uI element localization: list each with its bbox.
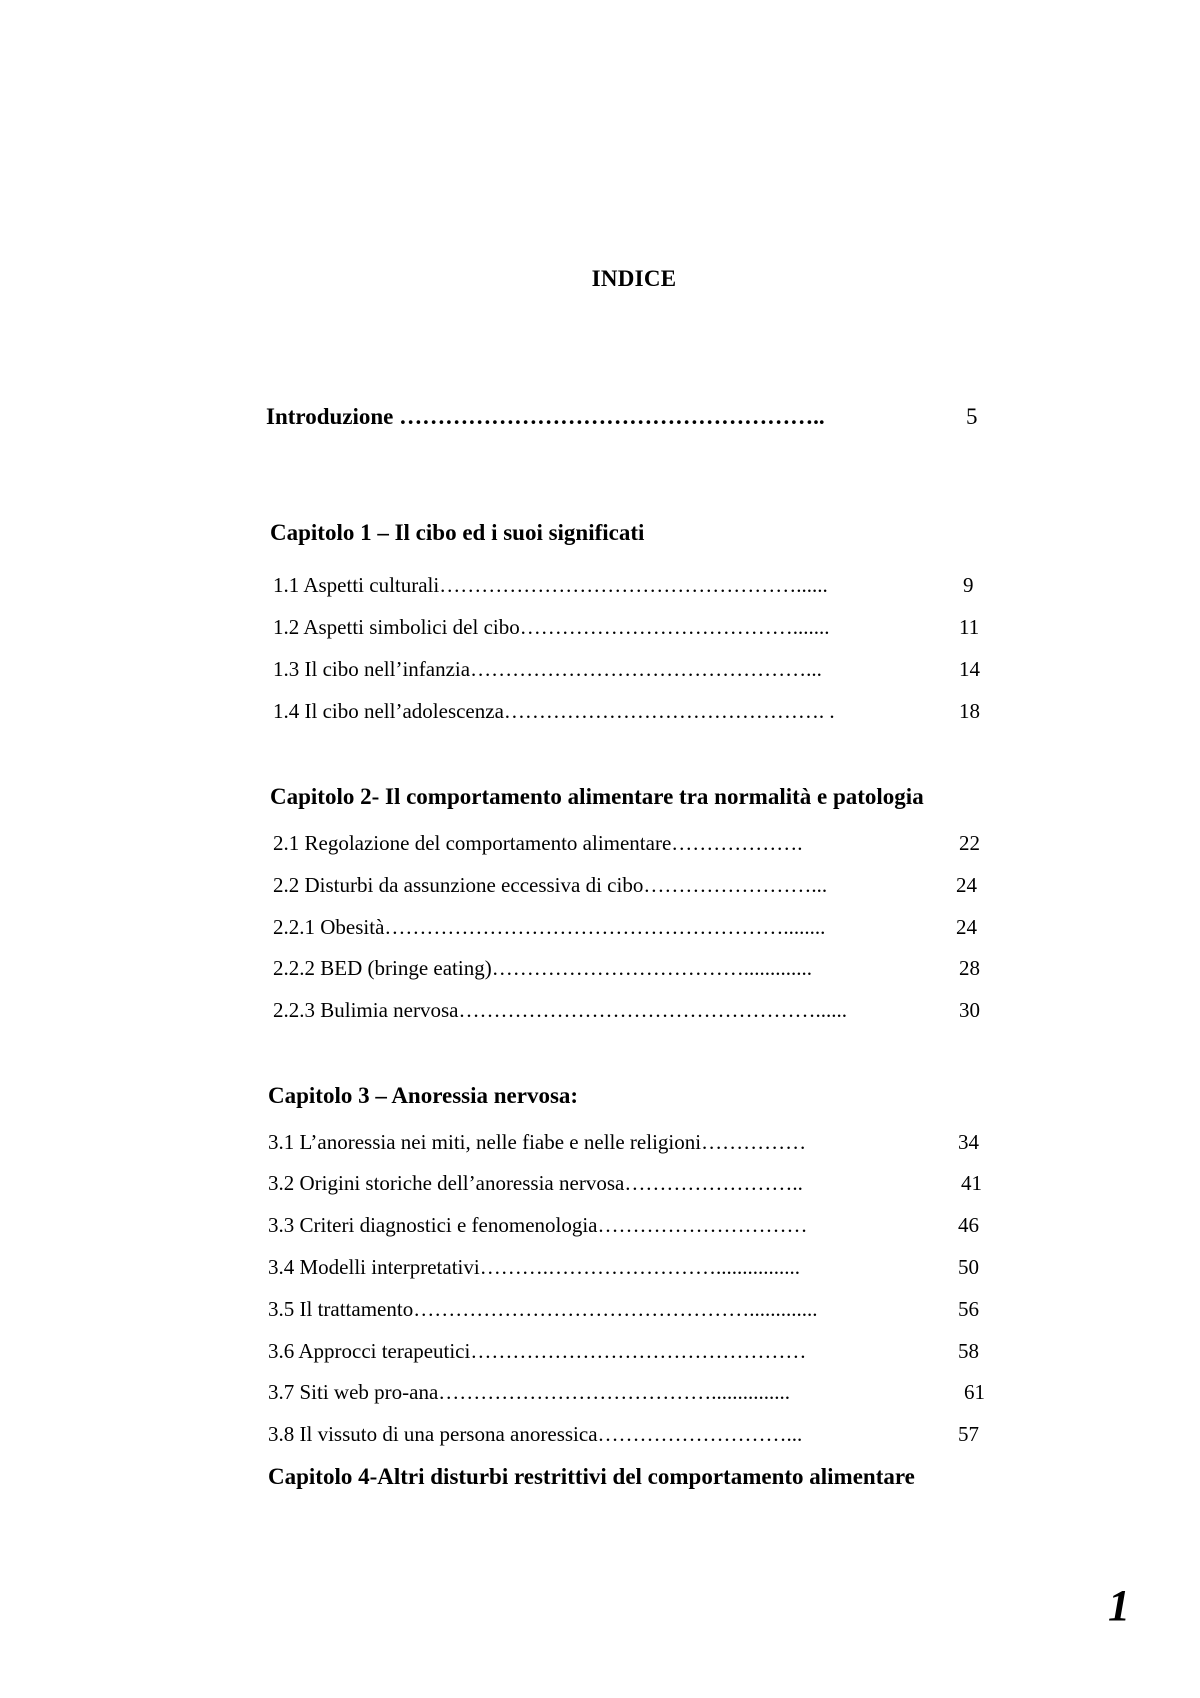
toc-entry-page: 30 xyxy=(959,998,980,1022)
toc-entry-3-3 xyxy=(268,1213,979,1238)
toc-entry-3-1 xyxy=(268,1130,979,1155)
toc-entry-3-6 xyxy=(268,1339,979,1364)
toc-entry-1-4 xyxy=(273,699,980,724)
toc-entry-text: 2.2.2 BED (bringe eating)………………………………............. xyxy=(273,956,812,980)
toc-entry-page: 28 xyxy=(959,956,980,980)
toc-entry-page: 18 xyxy=(959,699,980,723)
toc-entry-2-2 xyxy=(273,873,977,898)
chapter-4-heading: Capitolo 4-Altri disturbi restrittivi del comportamento alimentare xyxy=(268,1464,915,1489)
toc-entry-page: 34 xyxy=(958,1130,979,1154)
toc-entry-3-4 xyxy=(268,1255,979,1280)
toc-entry-page: 22 xyxy=(959,831,980,855)
toc-entry-page: 46 xyxy=(958,1213,979,1237)
toc-entry-page: 41 xyxy=(961,1171,982,1195)
toc-entry-text: 1.3 Il cibo nell’infanzia…………………………………………... xyxy=(273,657,822,681)
toc-entry-page: 61 xyxy=(964,1380,985,1404)
toc-entry-2-1 xyxy=(273,831,980,856)
toc-entry-text: 3.6 Approcci terapeutici………………………………………… xyxy=(268,1339,807,1363)
chapter-2-heading: Capitolo 2- Il comportamento alimentare tra normalità e patologia xyxy=(270,784,924,809)
toc-entry-text: 1.4 Il cibo nell’adolescenza………………………………………. . xyxy=(273,699,835,723)
toc-entry-text: 3.7 Siti web pro-ana…………………………………............... xyxy=(268,1380,791,1404)
toc-entry-text: 2.2 Disturbi da assunzione eccessiva di cibo……………………... xyxy=(273,873,828,897)
toc-entry-3-5 xyxy=(268,1297,979,1322)
intro-label: Introduzione ……………………………………………….. xyxy=(266,404,825,429)
toc-entry-page: 11 xyxy=(959,615,980,639)
chapter-1-heading: Capitolo 1 – Il cibo ed i suoi significati xyxy=(270,520,645,545)
toc-entry-text: 3.3 Criteri diagnostici e fenomenologia………………………… xyxy=(268,1213,808,1237)
toc-entry-text: 3.1 L’anoressia nei miti, nelle fiabe e nelle religioni…………… xyxy=(268,1130,807,1154)
index-title: INDICE xyxy=(591,266,677,291)
toc-entry-3-2 xyxy=(268,1171,982,1196)
toc-entry-2-2-2 xyxy=(273,956,980,981)
toc-entry-text: 3.4 Modelli interpretativi……….……………………................ xyxy=(268,1255,800,1279)
toc-entry-page: 9 xyxy=(963,573,974,597)
toc-entry-text: 3.5 Il trattamento…………………………………………............. xyxy=(268,1297,818,1321)
toc-entry-text: 3.8 Il vissuto di una persona anoressica………………………... xyxy=(268,1422,803,1446)
chapter-3-heading: Capitolo 3 – Anoressia nervosa: xyxy=(268,1083,579,1108)
toc-entry-1-2 xyxy=(273,615,980,640)
toc-entry-page: 56 xyxy=(958,1297,979,1321)
toc-entry-page: 50 xyxy=(958,1255,979,1279)
toc-entry-page: 57 xyxy=(958,1422,979,1446)
toc-entry-text: 2.1 Regolazione del comportamento alimentare………………. xyxy=(273,831,803,855)
toc-entry-2-2-3 xyxy=(273,998,980,1023)
toc-entry-page: 24 xyxy=(956,915,977,939)
toc-entry-page: 14 xyxy=(959,657,980,681)
toc-entry-2-2-1 xyxy=(273,915,977,940)
intro-entry xyxy=(266,404,978,430)
intro-page: 5 xyxy=(966,404,978,429)
toc-entry-1-3 xyxy=(273,657,980,682)
toc-entry-text: 1.1 Aspetti culturali……………………………………………...... xyxy=(273,573,828,597)
page-number: 1 xyxy=(1108,1581,1130,1630)
toc-entry-page: 24 xyxy=(956,873,977,897)
toc-entry-text: 2.2.3 Bulimia nervosa……………………………………………...... xyxy=(273,998,847,1022)
toc-entry-text: 2.2.1 Obesità…………………………………………………........ xyxy=(273,915,826,939)
toc-entry-text: 1.2 Aspetti simbolici del cibo…………………………………....... xyxy=(273,615,830,639)
toc-entry-1-1 xyxy=(273,573,974,598)
toc-entry-3-7 xyxy=(268,1380,985,1405)
toc-entry-page: 58 xyxy=(958,1339,979,1363)
toc-entry-3-8 xyxy=(268,1422,979,1447)
toc-entry-text: 3.2 Origini storiche dell’anoressia nervosa…………………….. xyxy=(268,1171,803,1195)
